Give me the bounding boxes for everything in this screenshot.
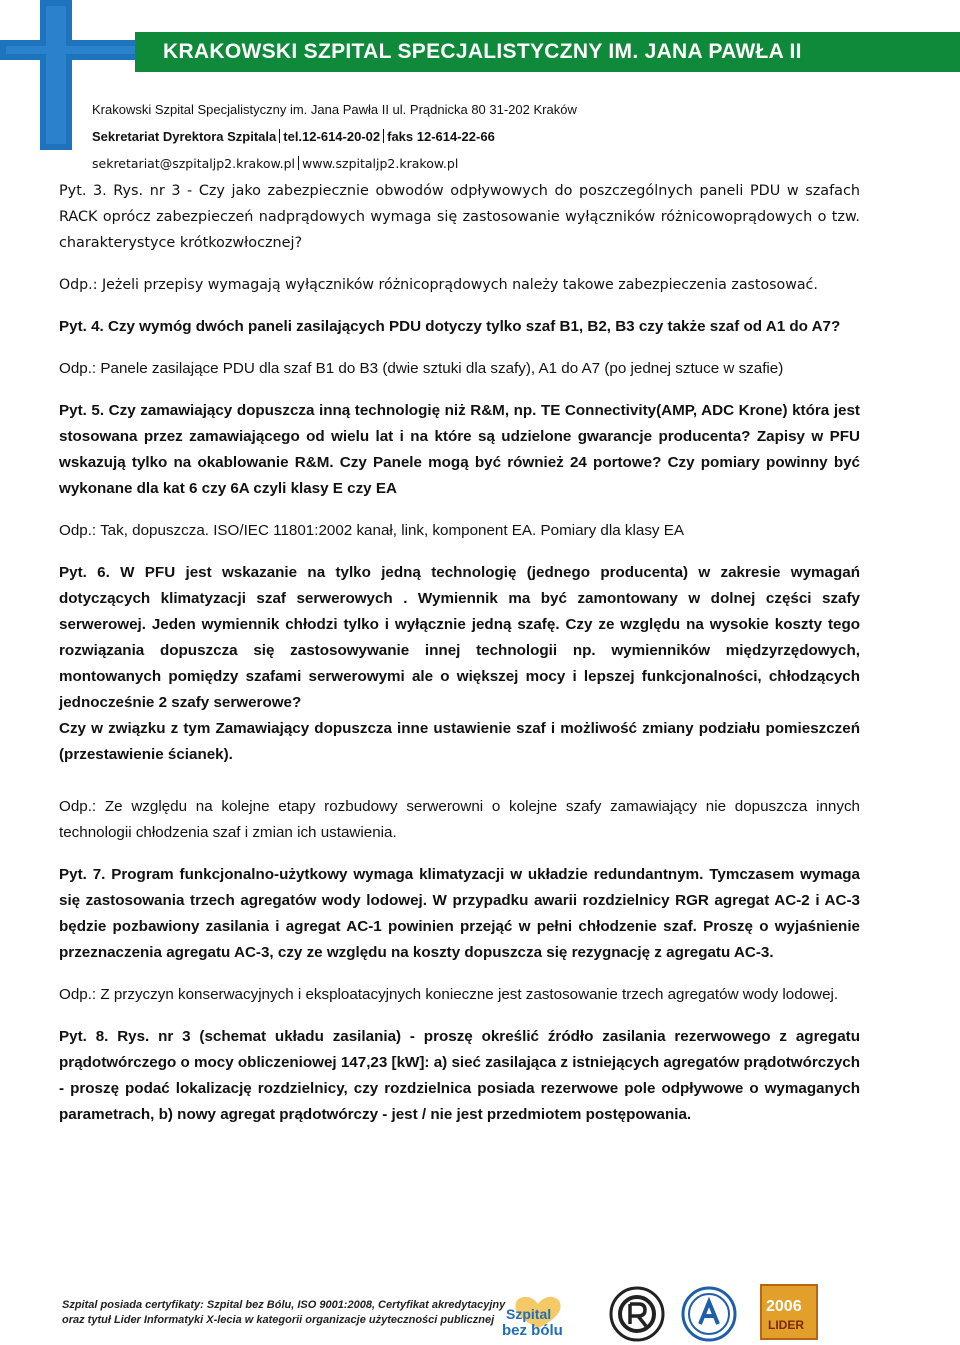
answer-7: Odp.: Z przyczyn konserwacyjnych i eksploatacyjnych konieczne jest zastosowanie trzech agregatów wody lodowej. xyxy=(59,986,839,1003)
badge-year: 2006 xyxy=(766,1298,802,1315)
header-banner xyxy=(135,32,960,72)
certificates-line-1: Szpital posiada certyfikaty: Szpital bez Bólu, ISO 9001:2008, Certyfikat akredytacyjny xyxy=(62,1299,506,1311)
web-contact-line xyxy=(92,150,577,177)
iso-certification-seal xyxy=(608,1286,666,1342)
answer-5: Odp.: Tak, dopuszcza. ISO/IEC 11801:2002 kanał, link, komponent EA. Pomiary dla klasy EA xyxy=(59,522,684,539)
lider-informatyki-badge xyxy=(760,1284,818,1340)
badge-bez-bolu-text: bez bólu xyxy=(502,1322,563,1339)
badge-szpital-text: Szpital xyxy=(506,1306,552,1322)
szpital-bez-bolu-badge xyxy=(500,1288,576,1340)
hospital-name: KRAKOWSKI SZPITAL SPECJALISTYCZNY IM. JANA PAWŁA II xyxy=(163,40,802,63)
secretariat-line xyxy=(92,123,577,150)
answer-6: Odp.: Ze względu na kolejne etapy rozbudowy serwerowni o kolejne szafy zamawiający nie dopuszcza innych technologii chłodzenia szaf i zmian ich ustawienia. xyxy=(59,798,860,841)
email-link[interactable]: sekretariat@szpitaljp2.krakow.pl xyxy=(92,156,296,171)
header-contact xyxy=(92,96,577,177)
certificates-note xyxy=(62,1298,505,1328)
secretariat-label: Sekretariat Dyrektora Szpitala xyxy=(92,129,277,144)
answer-4: Odp.: Panele zasilające PDU dla szaf B1 do B3 (dwie sztuki dla szafy), A1 do A7 (po jednej sztuce w szafie) xyxy=(59,360,784,377)
hospital-address: Krakowski Szpital Specjalistyczny im. Jana Pawła II ul. Prądnicka 80 31-202 Kraków xyxy=(92,102,577,117)
question-6: Pyt. 6. W PFU jest wskazanie na tylko jedną technologię (jednego producenta) w zakresie wymagań dotyczących klimatyzacji szaf serwerowych . Wymiennik ma być zamontowany w dolnej części szafy serwerowej. Jeden wymiennik chłodzi tylko i wyłącznie jedną szafę. Czy ze względu na wysokie koszty tego rozwiązania dopuszcza się zastosowywanie innej technologii np. wymienników międzyrzędowych, montowanych pomiędzy szafami serwerowymi ale o większej mocy i lepszej funkcjonalności, chłodzących jednocześnie 2 szafy serwerowe? xyxy=(59,564,860,711)
question-5: Pyt. 5. Czy zamawiający dopuszcza inną technologię niż R&M, np. TE Connectivity(AMP, ADC Krone) która jest stosowana przez zamawiającego od wielu lat i na które są udzielone gwarancje producenta? Zapisy w PFU wskazują tylko na okablowanie R&M. Czy Panele mogą być również 24 portowe? Czy pomiary powinny być wykonane dla kat 6 czy 6A czyli klasy E czy EA xyxy=(59,402,860,497)
certificates-line-2: oraz tytuł Lider Informatyki X-lecia w kategorii organizacje użyteczności publicznej xyxy=(62,1314,495,1326)
accreditation-seal xyxy=(680,1286,738,1342)
badge-lider-text: LIDER xyxy=(768,1318,804,1332)
phone-number: tel.12-614-20-02 xyxy=(283,129,381,144)
document-body xyxy=(59,178,860,1128)
fax-number: faks 12-614-22-66 xyxy=(387,129,495,144)
question-7: Pyt. 7. Program funkcjonalno-użytkowy wymaga klimatyzacji w układzie redundantnym. Tymczasem wymaga się zastosowania trzech agregatów wody lodowej. W przypadku awarii rozdzielnicy RGR agregat AC-2 i AC-3 będzie pozbawiony zasilania i agregat AC-1 powinien przejąć w pełni chłodzenie szaf. Proszę o wyjaśnienie przeznaczenia agregatu AC-3, czy ze względu na koszty dopuszcza się rezygnację z agregatu AC-3. xyxy=(59,866,860,961)
website-link[interactable]: www.szpitaljp2.krakow.pl xyxy=(302,156,459,171)
answer-3: Odp.: Jeżeli przepisy wymagają wyłączników różnicoprądowych należy takowe zabezpieczenia zastosować. xyxy=(59,277,818,293)
question-3: Pyt. 3. Rys. nr 3 - Czy jako zabezpiecznie obwodów odpływowych do poszczególnych paneli PDU w szafach RACK oprócz zabezpieczeń nadprądowych wymaga się zastosowanie wyłączników różnicowoprądowych o tzw. charakterystyce krótkozwłocznej? xyxy=(59,183,860,251)
question-8: Pyt. 8. Rys. nr 3 (schemat układu zasilania) - proszę określić źródło zasilania rezerwowego z agregatu prądotwórczego o mocy obliczeniowej 147,23 [kW]: a) sieć zasilająca z istniejących agregatów prądotwórczych - proszę podać lokalizację rozdzielnicy, czy rozdzielnica posiada rezerwowe pole odpływowe o wymaganych parametrach, b) nowy agregat prądotwórczy - jest / nie jest przedmiotem postępowania. xyxy=(59,1028,860,1123)
question-4: Pyt. 4. Czy wymóg dwóch paneli zasilających PDU dotyczy tylko szaf B1, B2, B3 czy także szaf od A1 do A7? xyxy=(59,318,841,335)
question-6-followup: Czy w związku z tym Zamawiający dopuszcza inne ustawienie szaf i możliwość zmiany podziału pomieszczeń (przestawienie ścianek). xyxy=(59,720,860,763)
